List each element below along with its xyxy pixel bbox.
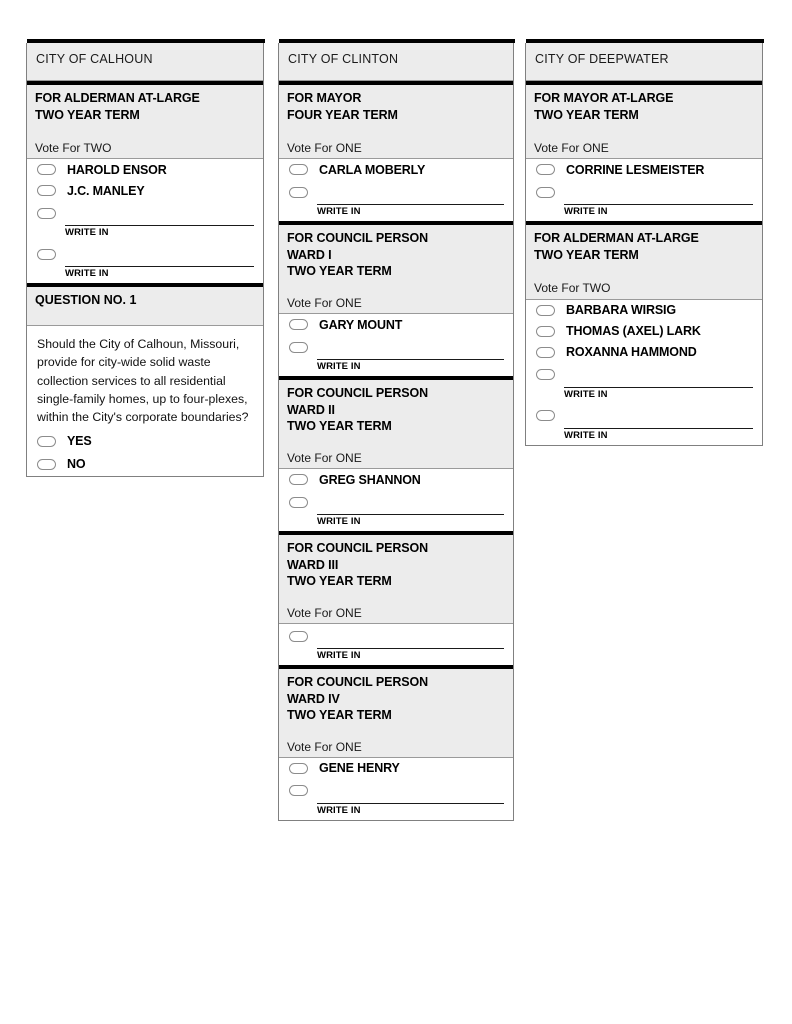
candidate-choice[interactable] [279, 469, 513, 490]
candidate-oval[interactable] [289, 763, 308, 774]
candidate-list [27, 159, 263, 283]
contest-title-line: FOR COUNCIL PERSON [287, 675, 429, 690]
candidate-name: GENE HENRY [319, 761, 400, 776]
candidate-oval[interactable] [289, 319, 308, 330]
contest-title-line: FOR COUNCIL PERSON [287, 541, 429, 556]
write-in-block [279, 779, 513, 820]
write-in-choice[interactable] [279, 490, 513, 514]
write-in-choice[interactable] [526, 404, 762, 428]
vote-for-instruction: Vote For TWO [35, 141, 112, 155]
candidate-choice[interactable] [526, 159, 762, 180]
write-in-block [526, 363, 762, 404]
write-in-line[interactable] [317, 514, 504, 515]
contest-title-line: WARD III [287, 557, 339, 572]
candidate-name: GREG SHANNON [319, 472, 421, 487]
candidate-oval[interactable] [289, 164, 308, 175]
contest-title [287, 674, 505, 724]
write-in-choice[interactable] [279, 624, 513, 648]
column-top-bar [279, 39, 515, 43]
write-in-oval[interactable] [289, 187, 308, 198]
question-option-label: NO [67, 457, 86, 472]
candidate-name: HAROLD ENSOR [67, 162, 167, 177]
contest-title-line: FOR ALDERMAN AT-LARGE [35, 91, 200, 105]
candidate-name: ROXANNA HAMMOND [566, 345, 697, 360]
candidate-name: GARY MOUNT [319, 317, 403, 332]
vote-for-instruction: Vote For ONE [287, 739, 362, 754]
contest-header [279, 85, 513, 159]
candidate-list [279, 159, 513, 221]
ballot-column-2 [278, 43, 514, 821]
jurisdiction-header [27, 43, 263, 81]
write-in-choice[interactable] [27, 201, 263, 225]
jurisdiction-name: CITY OF CLINTON [288, 52, 399, 66]
option-oval[interactable] [37, 436, 56, 447]
contest-title [534, 90, 754, 123]
write-in-choice[interactable] [279, 335, 513, 359]
write-in-choice[interactable] [279, 180, 513, 204]
jurisdiction-header [279, 43, 513, 81]
contest-header [279, 669, 513, 758]
candidate-name: THOMAS (AXEL) LARK [566, 324, 701, 339]
write-in-choice[interactable] [526, 180, 762, 204]
write-in-block [279, 180, 513, 221]
contest-race [279, 225, 513, 376]
candidate-oval[interactable] [37, 164, 56, 175]
contest-title [287, 385, 505, 435]
write-in-block [526, 404, 762, 445]
contest-title-line: TWO YEAR TERM [35, 107, 140, 122]
contest-header [279, 225, 513, 314]
write-in-label: WRITE IN [317, 650, 361, 662]
vote-for-instruction: Vote For ONE [287, 605, 362, 620]
contest-title [35, 90, 255, 123]
contest-race [526, 225, 762, 444]
write-in-oval[interactable] [289, 497, 308, 508]
write-in-label: WRITE IN [564, 388, 608, 400]
question-text: Should the City of Calhoun, Missouri, provide for city-wide solid waste collection services to all residential single-family homes, up to four-plexes, within the City's corporate boundaries? [37, 337, 249, 424]
contest-race [526, 85, 762, 221]
write-in-oval[interactable] [289, 785, 308, 796]
write-in-block [279, 490, 513, 531]
write-in-oval[interactable] [289, 631, 308, 642]
column-top-bar [27, 39, 265, 43]
candidate-oval[interactable] [536, 305, 555, 316]
contest-race [27, 85, 263, 283]
write-in-block [279, 335, 513, 376]
jurisdiction-header [526, 43, 762, 81]
write-in-label: WRITE IN [317, 206, 361, 218]
write-in-block [279, 624, 513, 665]
jurisdiction-name: CITY OF CALHOUN [36, 52, 153, 66]
question-body [27, 326, 263, 427]
vote-for-instruction: Vote For ONE [534, 141, 609, 155]
ballot-question [27, 287, 263, 475]
vote-for-instruction: Vote For ONE [287, 450, 362, 465]
write-in-label: WRITE IN [317, 804, 361, 816]
write-in-choice[interactable] [279, 779, 513, 803]
jurisdiction-name: CITY OF DEEPWATER [535, 52, 669, 66]
contest-header [526, 225, 762, 299]
write-in-choice[interactable] [526, 363, 762, 387]
option-oval[interactable] [37, 459, 56, 470]
candidate-list [526, 300, 762, 445]
contest-header [526, 85, 762, 159]
candidate-list [279, 758, 513, 820]
contest-header [279, 535, 513, 624]
candidate-choice[interactable] [279, 159, 513, 180]
contest-title-line: TWO YEAR TERM [287, 264, 392, 279]
candidate-name: CARLA MOBERLY [319, 162, 426, 177]
write-in-label: WRITE IN [564, 429, 608, 441]
ballot-column-1 [26, 43, 264, 477]
question-option[interactable] [27, 430, 263, 453]
write-in-label: WRITE IN [65, 268, 109, 280]
vote-for-instruction: Vote For ONE [287, 141, 362, 155]
contest-title-line: TWO YEAR TERM [534, 107, 639, 122]
contest-title-line: FOR MAYOR AT-LARGE [534, 91, 674, 105]
candidate-choice[interactable] [526, 342, 762, 363]
write-in-block [27, 242, 263, 283]
write-in-line[interactable] [317, 204, 504, 205]
write-in-block [27, 201, 263, 242]
write-in-line[interactable] [317, 803, 504, 804]
contest-title [287, 230, 505, 280]
question-option-label: YES [67, 434, 92, 449]
candidate-choice[interactable] [526, 300, 762, 321]
question-header [27, 287, 263, 326]
contest-title-line: FOR COUNCIL PERSON [287, 231, 429, 246]
candidate-oval[interactable] [536, 164, 555, 175]
candidate-name: J.C. MANLEY [67, 183, 145, 198]
write-in-block [526, 180, 762, 221]
contest-title-line: TWO YEAR TERM [534, 247, 639, 262]
write-in-line[interactable] [564, 387, 753, 388]
write-in-line[interactable] [564, 204, 753, 205]
write-in-line[interactable] [65, 225, 254, 226]
question-options [27, 428, 263, 476]
contest-race [279, 380, 513, 531]
candidate-list [279, 314, 513, 376]
write-in-choice[interactable] [27, 242, 263, 266]
candidate-choice[interactable] [27, 159, 263, 180]
contest-title-line: FOR MAYOR [287, 91, 362, 105]
contest-race [279, 85, 513, 221]
contest-race [279, 535, 513, 665]
write-in-oval[interactable] [536, 410, 555, 421]
candidate-choice[interactable] [27, 180, 263, 201]
contest-title-line: WARD II [287, 402, 335, 417]
write-in-label: WRITE IN [65, 227, 109, 239]
question-title: QUESTION NO. 1 [35, 293, 137, 308]
contest-title-line: TWO YEAR TERM [287, 708, 392, 723]
ballot-column-3 [525, 43, 763, 446]
candidate-choice[interactable] [279, 758, 513, 779]
contest-title [287, 90, 505, 123]
contest-header [27, 85, 263, 159]
vote-for-instruction: Vote For TWO [534, 281, 611, 296]
contest-header [279, 380, 513, 469]
contest-title-line: FOUR YEAR TERM [287, 107, 398, 122]
contest-title [534, 230, 754, 263]
write-in-oval[interactable] [289, 342, 308, 353]
candidate-list [279, 624, 513, 665]
column-top-bar [526, 39, 764, 43]
candidate-oval[interactable] [37, 185, 56, 196]
write-in-oval[interactable] [37, 208, 56, 219]
contest-race [279, 669, 513, 820]
contest-title [287, 540, 505, 590]
candidate-oval[interactable] [289, 474, 308, 485]
vote-for-instruction: Vote For ONE [287, 295, 362, 310]
candidate-oval[interactable] [536, 347, 555, 358]
contest-title-line: WARD IV [287, 691, 340, 706]
contest-title-line: TWO YEAR TERM [287, 574, 392, 589]
candidate-choice[interactable] [526, 321, 762, 342]
candidate-choice[interactable] [279, 314, 513, 335]
candidate-list [526, 159, 762, 221]
candidate-oval[interactable] [536, 326, 555, 337]
candidate-name: CORRINE LESMEISTER [566, 162, 705, 177]
contest-title-line: FOR COUNCIL PERSON [287, 386, 429, 401]
write-in-oval[interactable] [536, 369, 555, 380]
write-in-line[interactable] [564, 428, 753, 429]
write-in-line[interactable] [317, 648, 504, 649]
write-in-label: WRITE IN [317, 361, 361, 373]
write-in-oval[interactable] [37, 249, 56, 260]
write-in-label: WRITE IN [564, 206, 608, 218]
candidate-list [279, 469, 513, 531]
write-in-label: WRITE IN [317, 516, 361, 528]
write-in-oval[interactable] [536, 187, 555, 198]
contest-title-line: FOR ALDERMAN AT-LARGE [534, 231, 699, 246]
write-in-line[interactable] [65, 266, 254, 267]
contest-title-line: TWO YEAR TERM [287, 419, 392, 434]
candidate-name: BARBARA WIRSIG [566, 303, 676, 318]
contest-title-line: WARD I [287, 247, 332, 262]
write-in-line[interactable] [317, 359, 504, 360]
question-option[interactable] [27, 453, 263, 476]
